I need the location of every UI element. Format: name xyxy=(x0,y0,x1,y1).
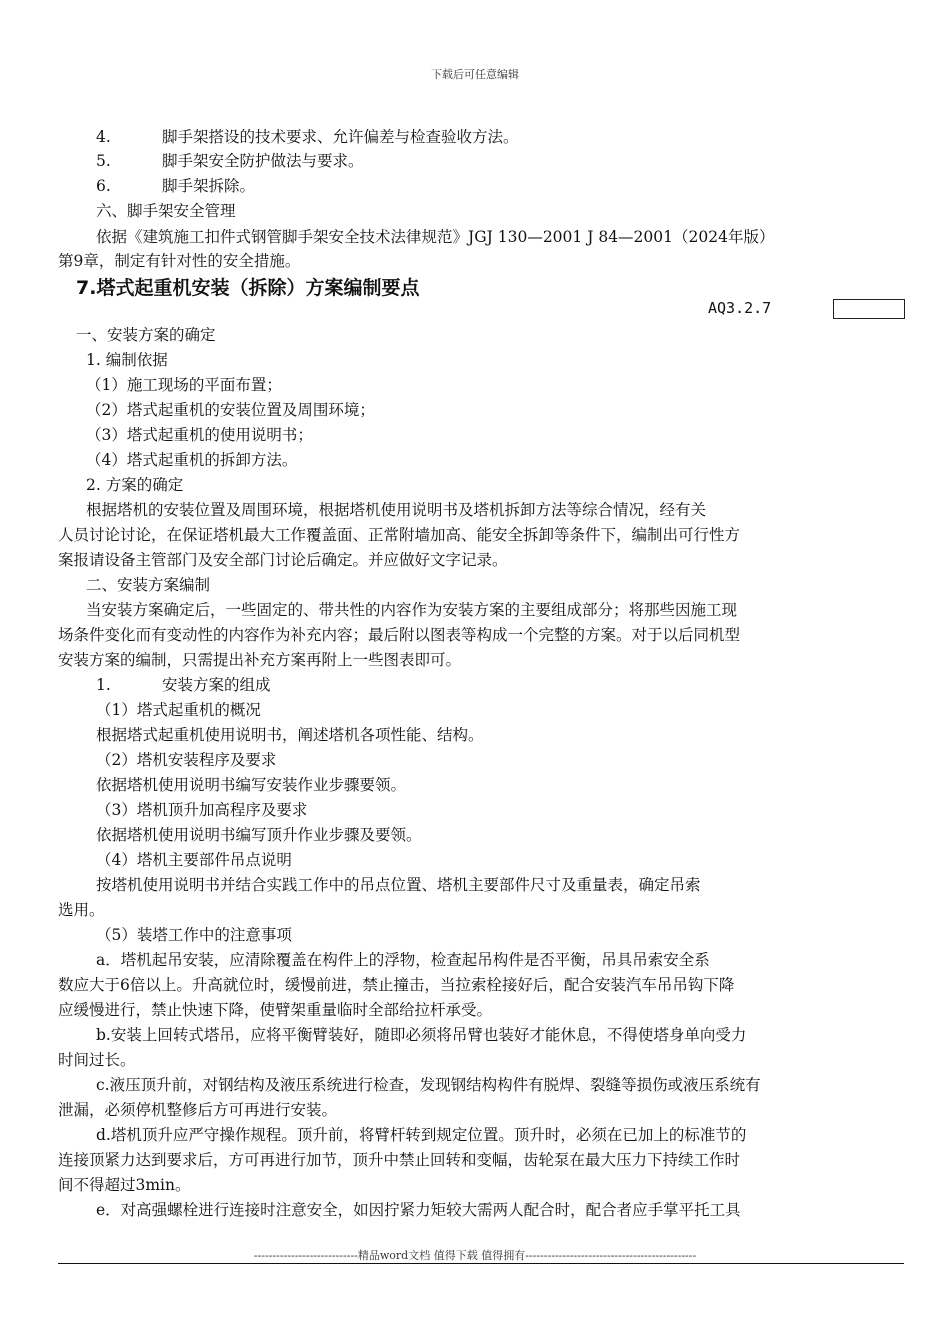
list-item: 4. 脚手架搭设的技术要求、允许偏差与检查验收方法。 xyxy=(96,128,519,146)
paragraph-line: b.安装上回转式塔吊，应将平衡臂装好，随即必须将吊臂也装好才能休息，不得使塔身单向受力 xyxy=(96,1026,747,1044)
list-item: （1）塔式起重机的概况 xyxy=(96,701,261,719)
list-item: 5. 脚手架安全防护做法与要求。 xyxy=(96,152,364,170)
list-item: （3）塔机顶升加高程序及要求 xyxy=(96,801,308,819)
paragraph-line: 案报请设备主管部门及安全部门讨论后确定。并应做好文字记录。 xyxy=(58,551,508,569)
paragraph-line: 根据塔式起重机使用说明书，阐述塔机各项性能、结构。 xyxy=(96,726,484,744)
list-item: 6. 脚手架拆除。 xyxy=(96,177,256,195)
paragraph-line: a．塔机起吊安装，应清除覆盖在构件上的浮物，检查起吊构件是否平衡，吊具吊索安全系 xyxy=(96,951,710,969)
paragraph-line: 时间过长。 xyxy=(58,1051,136,1069)
paragraph-line: 间不得超过3min。 xyxy=(58,1176,191,1194)
paragraph-line: 安装方案的编制，只需提出补充方案再附上一些图表即可。 xyxy=(58,651,462,669)
paragraph-line: 依据塔机使用说明书编写安装作业步骤要领。 xyxy=(96,776,407,794)
list-item: （5）装塔工作中的注意事项 xyxy=(96,926,292,944)
section-heading: 二、安装方案编制 xyxy=(86,576,211,594)
paragraph-line: 当安装方案确定后，一些固定的、带共性的内容作为安装方案的主要组成部分；将那些因施工现 xyxy=(86,601,738,619)
document-code: AQ3.2.7 xyxy=(708,299,772,317)
paragraph-line: 选用。 xyxy=(58,901,105,919)
paragraph-line: d.塔机顶升应严守操作规程。顶升前，将臂杆转到规定位置。顶升时，必须在已加上的标准节的 xyxy=(96,1126,747,1144)
sub-heading: 1. 安装方案的组成 xyxy=(96,676,271,694)
section-title: 7.塔式起重机安装（拆除）方案编制要点 xyxy=(76,277,420,299)
list-item: （1）施工现场的平面布置； xyxy=(86,376,282,394)
paragraph-line: 按塔机使用说明书并结合实践工作中的吊点位置、塔机主要部件尺寸及重量表，确定吊索 xyxy=(96,876,701,894)
list-item: （2）塔机安装程序及要求 xyxy=(96,751,277,769)
list-item: （3）塔式起重机的使用说明书； xyxy=(86,426,313,444)
score-box xyxy=(833,299,905,319)
list-item: （4）塔式起重机的拆卸方法。 xyxy=(86,451,298,469)
list-item: （2）塔式起重机的安装位置及周围环境； xyxy=(86,401,375,419)
section-heading: 一、安装方案的确定 xyxy=(76,326,216,344)
paragraph-line: 依据《建筑施工扣件式钢管脚手架安全技术法律规范》JGJ 130—2001 J 84—2001（2024年版） xyxy=(96,228,775,246)
paragraph-line: c.液压顶升前，对钢结构及液压系统进行检查，发现钢结构构件有脱焊、裂缝等损伤或液压系统有 xyxy=(96,1076,761,1094)
paragraph-line: 人员讨论讨论，在保证塔机最大工作覆盖面、正常附墙加高、能安全拆卸等条件下，编制出可行性方 xyxy=(58,526,741,544)
sub-heading: 2. 方案的确定 xyxy=(86,476,184,494)
paragraph-line: 第9章，制定有针对性的安全措施。 xyxy=(58,252,301,270)
list-item: （4）塔机主要部件吊点说明 xyxy=(96,851,292,869)
paragraph-line: 连接顶紧力达到要求后，方可再进行加节，顶升中禁止回转和变幅，齿轮泵在最大压力下持续工作时 xyxy=(58,1151,741,1169)
section-heading: 六、脚手架安全管理 xyxy=(96,202,236,220)
paragraph-line: 应缓慢进行，禁止快速下降，使臂架重量临时全部给拉杆承受。 xyxy=(58,1001,493,1019)
paragraph-line: 泄漏，必须停机整修后方可再进行安装。 xyxy=(58,1101,338,1119)
paragraph-line: 场条件变化而有变动性的内容作为补充内容；最后附以图表等构成一个完整的方案。对于以后同机型 xyxy=(58,626,741,644)
footer-divider xyxy=(58,1263,904,1264)
paragraph-line: 根据塔机的安装位置及周围环境，根据塔机使用说明书及塔机拆卸方法等综合情况，经有关 xyxy=(86,501,707,519)
sub-heading: 1. 编制依据 xyxy=(86,351,168,369)
page-header: 下载后可任意编辑 xyxy=(431,68,519,81)
paragraph-line: 依据塔机使用说明书编写顶升作业步骤及要领。 xyxy=(96,826,422,844)
page-footer: ----------------------------精品word文档 值得下载 值得拥有---------------------------------------------- xyxy=(253,1249,697,1262)
paragraph-line: e．对高强螺栓进行连接时注意安全，如因拧紧力矩较大需两人配合时，配合者应手掌平托工具 xyxy=(96,1201,741,1219)
paragraph-line: 数应大于6倍以上。升高就位时，缓慢前进，禁止撞击，当拉索栓接好后，配合安装汽车吊吊钩下降 xyxy=(58,976,735,994)
